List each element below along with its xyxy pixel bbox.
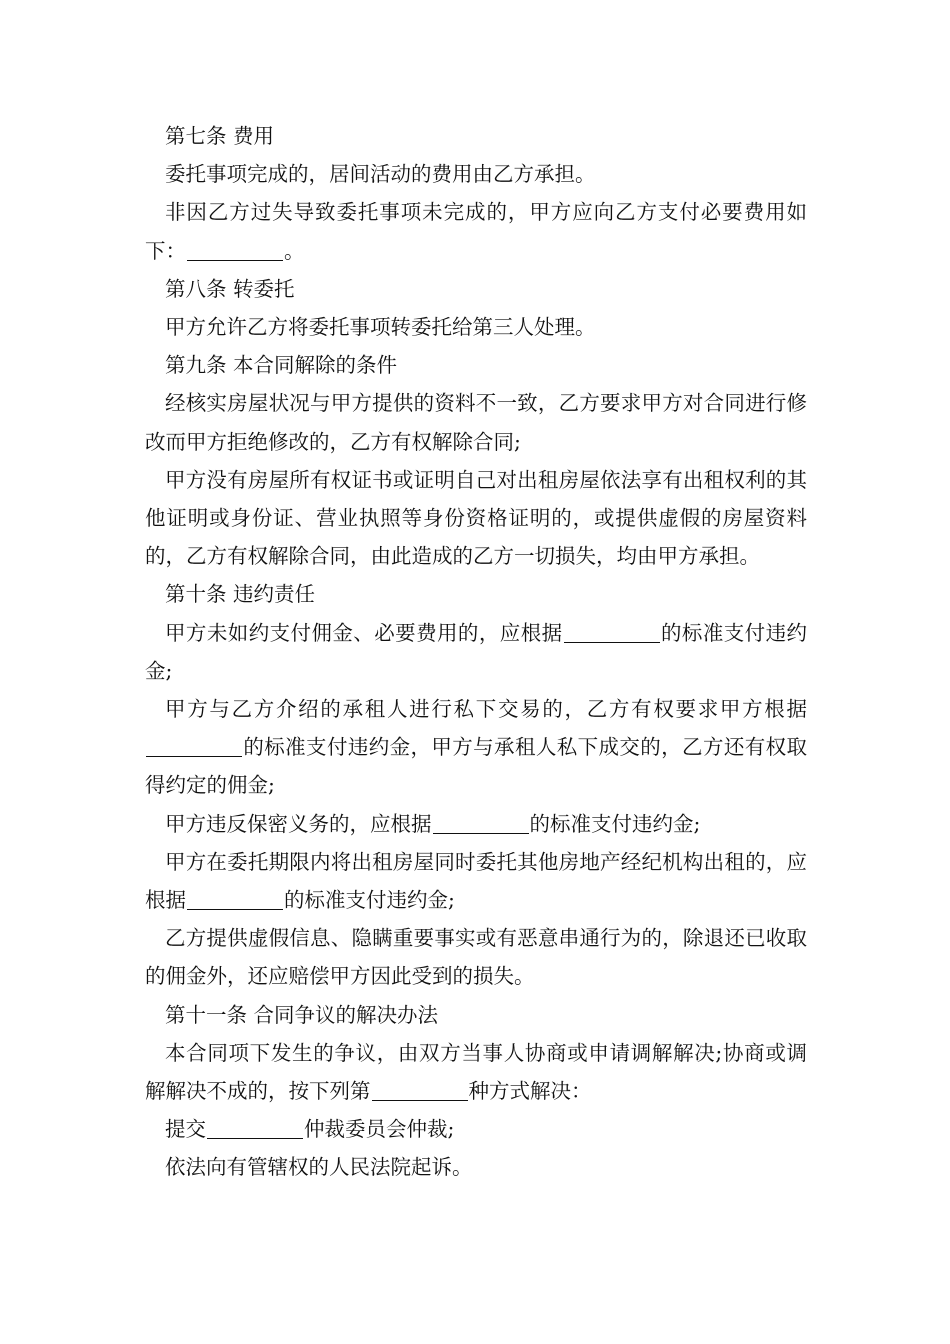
- article-7-paragraph-1: 委托事项完成的，居间活动的费用由乙方承担。: [165, 162, 596, 187]
- article-10-paragraph-2-end: 的标准支付违约金，甲方与承租人私下成交的，乙方还有权取得约定的佣金;: [145, 735, 807, 798]
- article-8-paragraph-1: 甲方允许乙方将委托事项转委托给第三人处理。: [165, 315, 596, 340]
- article-11-paragraph-3: 依法向有管辖权的人民法院起诉。: [165, 1155, 473, 1180]
- article-7-heading: 第七条 费用: [165, 124, 275, 148]
- article-11-paragraph-1: [145, 1034, 807, 1110]
- fill-in-blank: [146, 735, 242, 758]
- article-9-paragraph-1: 经核实房屋状况与甲方提供的资料不一致，乙方要求甲方对合同进行修改而甲方拒绝修改的，乙方有权解除合同;: [145, 391, 807, 454]
- article-7-paragraph-2-end: 。: [284, 238, 305, 263]
- article-10-heading: 第十条 违约责任: [165, 582, 316, 607]
- article-10-paragraph-2: [145, 690, 807, 805]
- article-7-paragraph-2: [145, 193, 807, 269]
- article-11-paragraph-2-text: 提交: [165, 1117, 206, 1142]
- fill-in-blank: [187, 888, 283, 911]
- article-11-heading: 第十一条 合同争议的解决办法: [165, 1002, 439, 1027]
- article-10-paragraph-2-text: 甲方与乙方介绍的承租人进行私下交易的，乙方有权要求甲方根据: [165, 697, 807, 722]
- article-10-paragraph-4: [145, 843, 807, 919]
- fill-in-blank: [187, 238, 283, 261]
- article-11-paragraph-2-end: 仲裁委员会仲裁;: [304, 1117, 455, 1142]
- article-10-paragraph-1-end: 的标准支付违约金;: [145, 620, 808, 683]
- article-9-heading: 第九条 本合同解除的条件: [165, 353, 398, 378]
- article-11-paragraph-1-end: 种方式解决：: [468, 1079, 592, 1104]
- article-10-paragraph-3: [145, 805, 807, 843]
- fill-in-blank: [564, 620, 660, 643]
- article-8-heading: 第八条 转委托: [165, 276, 295, 301]
- fill-in-blank: [372, 1079, 468, 1102]
- article-10-paragraph-3-text: 甲方违反保密义务的，应根据: [165, 811, 432, 836]
- article-11-paragraph-2: [145, 1110, 807, 1148]
- article-9-paragraph-2: 甲方没有房屋所有权证书或证明自己对出租房屋依法享有出租权利的其他证明或身份证、营业执照等身份资格证明的，或提供虚假的房屋资料的，乙方有权解除合同，由此造成的乙方一切损失，均由甲方承担。: [145, 467, 807, 569]
- article-10-paragraph-1-text: 甲方未如约支付佣金、必要费用的，应根据: [165, 620, 563, 645]
- document-body: [145, 117, 807, 1187]
- article-7-paragraph-2-text: 非因乙方过失导致委托事项未完成的，甲方应向乙方支付必要费用如下：: [145, 200, 807, 263]
- article-11-paragraph-1-text: 本合同项下发生的争议，由双方当事人协商或申请调解解决;协商或调解解决不成的，按下列第: [145, 1040, 807, 1104]
- article-10-paragraph-3-end: 的标准支付违约金;: [529, 811, 701, 836]
- fill-in-blank: [207, 1117, 303, 1140]
- article-10-paragraph-1: [145, 614, 807, 690]
- article-10-paragraph-4-end: 的标准支付违约金;: [284, 888, 455, 913]
- article-10-paragraph-4-text: 甲方在委托期限内将出租房屋同时委托其他房地产经纪机构出租的，应根据: [145, 849, 807, 913]
- article-10-paragraph-5: 乙方提供虚假信息、隐瞒重要事实或有恶意串通行为的，除退还已收取的佣金外，还应赔偿甲方因此受到的损失。: [145, 926, 807, 989]
- fill-in-blank: [433, 811, 529, 834]
